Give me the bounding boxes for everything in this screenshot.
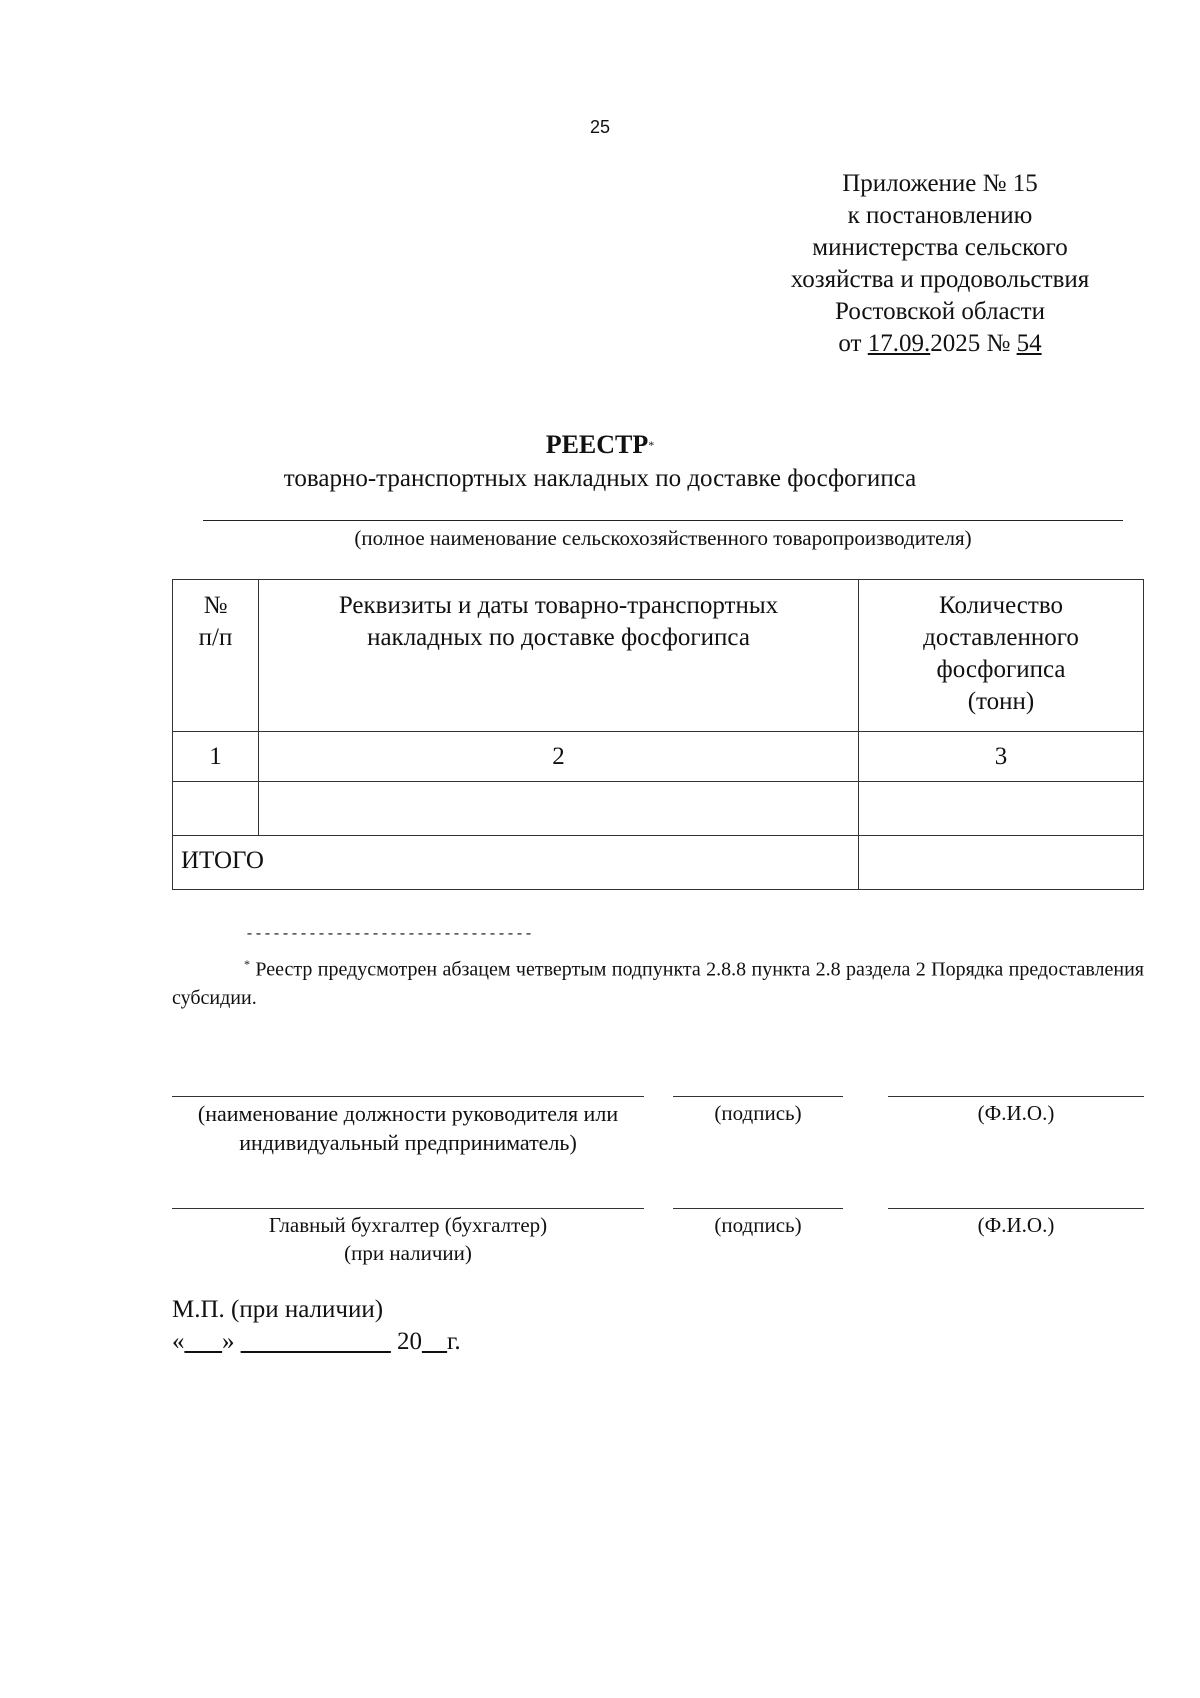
stamp-place: М.П. (при наличии) [172, 1296, 384, 1323]
table-header-row [173, 580, 1144, 732]
accountant-line[interactable] [172, 1208, 644, 1209]
header-cell-waybills [259, 580, 859, 732]
column-number-row [173, 732, 1144, 782]
producer-name-caption: (полное наименование сельскохозяйственного товаропроизводителя) [354, 526, 972, 550]
head-signature-line[interactable] [673, 1096, 843, 1097]
appendix-line: Ростовской области [835, 298, 1045, 325]
appendix-line: министерства сельского [812, 234, 1068, 261]
month-blank[interactable]: ____________ [240, 1328, 391, 1355]
number-prefix: № [980, 330, 1017, 357]
producer-name-line[interactable] [203, 520, 1123, 521]
year-prefix: 20 [397, 1328, 422, 1355]
total-row [173, 836, 1144, 890]
head-signature-caption: (подпись) [714, 1101, 802, 1125]
footnote-separator: -------------------------------- [245, 926, 534, 943]
header-cell-number [173, 580, 259, 732]
accountant-caption: Главный бухгалтер (бухгалтер) [268, 1213, 548, 1237]
table-row [173, 782, 1144, 836]
resolution-year: 2025 [930, 330, 981, 357]
appendix-line: к постановлению [847, 202, 1033, 229]
registry-table [172, 579, 1144, 890]
accountant-signature-line[interactable] [673, 1208, 843, 1209]
date-field [172, 1326, 461, 1358]
head-position-line[interactable] [172, 1096, 644, 1097]
header-text: № п/п [198, 592, 233, 651]
empty-cell[interactable] [259, 782, 859, 836]
year-blank[interactable]: __ [422, 1328, 447, 1355]
empty-cell[interactable] [859, 782, 1144, 836]
head-position-caption: (наименование должности руководителя или индивидуальный предприниматель) [197, 1101, 619, 1155]
footnote-text: Реестр предусмотрен абзацем четвертым подпункта 2.8.8 пункта 2.8 раздела 2 Порядка предоставления субсидии. [172, 958, 1144, 1009]
title-footnote-mark: * [648, 438, 655, 452]
column-number-cell: 2 [259, 732, 859, 782]
open-quote: « [172, 1328, 185, 1355]
document-title [0, 428, 1200, 462]
empty-cell[interactable] [173, 782, 259, 836]
title-text: РЕЕСТР [545, 430, 649, 459]
total-value-cell[interactable] [859, 836, 1144, 890]
date-prefix: от [838, 330, 868, 357]
header-text: Реквизиты и даты товарно-транспортных накладных по доставке фосфогипса [338, 592, 779, 651]
appendix-header [740, 168, 1140, 360]
resolution-number: 54 [1016, 330, 1042, 357]
day-blank[interactable]: ___ [184, 1328, 222, 1355]
appendix-title: Приложение № 15 [842, 170, 1038, 197]
column-number-cell: 3 [859, 732, 1144, 782]
close-quote: » [222, 1328, 235, 1355]
accountant-note: (при наличии) [344, 1241, 472, 1265]
document-subtitle: товарно-транспортных накладных по доставке фосфогипса [283, 465, 917, 492]
appendix-line: хозяйства и продовольствия [790, 266, 1090, 293]
footnote [172, 950, 1144, 1012]
accountant-fio-caption: (Ф.И.О.) [977, 1213, 1055, 1237]
page-number: 25 [589, 117, 611, 137]
head-fio-line[interactable] [888, 1096, 1144, 1097]
footnote-mark: * [244, 957, 250, 971]
column-number-cell: 1 [173, 732, 259, 782]
resolution-date: 17.09. [867, 330, 931, 357]
header-cell-quantity [859, 580, 1144, 732]
year-suffix: г. [447, 1328, 461, 1355]
header-text: Количество доставленного фосфогипса (тонн) [923, 592, 1079, 715]
accountant-fio-line[interactable] [888, 1208, 1144, 1209]
appendix-date-line [740, 328, 1140, 360]
head-fio-caption: (Ф.И.О.) [977, 1101, 1055, 1125]
accountant-signature-caption: (подпись) [714, 1213, 802, 1237]
total-label: ИТОГО [173, 836, 859, 890]
